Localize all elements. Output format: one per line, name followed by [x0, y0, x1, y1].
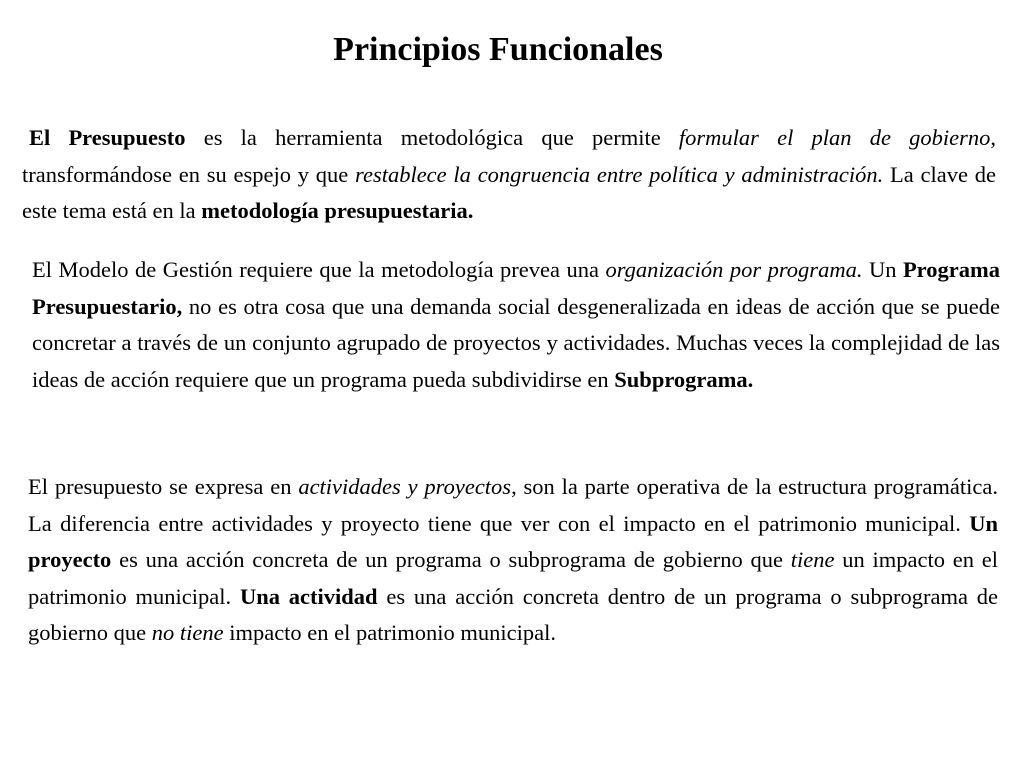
actividades-proyectos-phrase: actividades y proyectos — [298, 474, 512, 499]
page-title: Principios Funcionales — [333, 31, 663, 68]
paragraph-text: La clave de este tema está en la — [22, 161, 996, 223]
paragraph-text: un impacto en el patrimonio municipal. — [28, 547, 998, 609]
subprograma-term: Subprograma. — [614, 366, 754, 392]
paragraph-text: , son la parte operativa de la estructura programática. La diferencia entre actividades y proyecto tiene que ver con el impacto en el patrimonio municipal. — [28, 474, 998, 536]
programa-presupuestario-term: Programa Presupuestario, — [32, 257, 1000, 319]
paragraph-presupuesto — [22, 120, 996, 230]
paragraph-text: Un — [862, 257, 903, 282]
metodologia-term: metodología presupuestaria. — [201, 198, 474, 223]
paragraph-modelo-gestion — [32, 252, 1000, 398]
paragraph-text: no es otra cosa que una demanda social desgeneralizada en ideas de acción que se puede concretar a través de un conjunto agrupado de proyectos y actividades. Muchas veces la complejidad de las ideas de acción requiere que un programa pueda subdividirse en — [32, 293, 1000, 392]
paragraph-text: El presupuesto se expresa en — [28, 474, 299, 499]
paragraph-text: impacto en el patrimonio municipal. — [223, 620, 556, 645]
congruencia-phrase: restablece la congruencia entre política y administración. — [355, 161, 884, 187]
un-proyecto-term: Un proyecto — [28, 510, 998, 572]
paragraph-text: es una acción concreta dentro de un programa o subprograma de gobierno que — [28, 583, 998, 645]
paragraph-actividades-proyectos — [28, 469, 998, 652]
formular-plan-phrase: formular el plan de gobierno — [678, 125, 991, 150]
presupuesto-term: El Presupuesto — [29, 125, 186, 150]
paragraph-text: , transformándose en su espejo y que — [22, 125, 997, 187]
tiene-phrase: tiene — [790, 547, 835, 572]
paragraph-text: es la herramienta metodológica que permite — [185, 125, 679, 150]
una-actividad-term: Una actividad — [239, 583, 378, 609]
paragraph-text: es una acción concreta de un programa o subprograma de gobierno que — [111, 547, 791, 572]
organizacion-programa-phrase: organización por programa. — [605, 257, 863, 282]
paragraph-text: El Modelo de Gestión requiere que la metodología prevea una — [32, 257, 606, 282]
no-tiene-phrase: no tiene — [151, 620, 224, 645]
